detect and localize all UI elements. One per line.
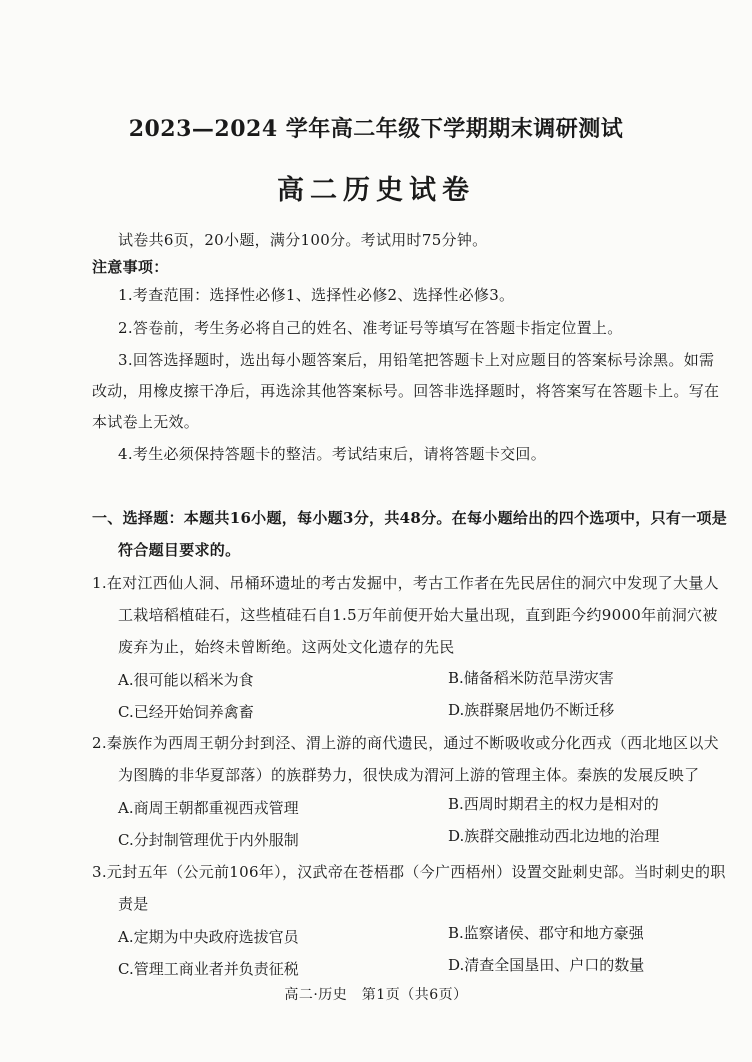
question-3-text: 责是 [118,895,149,913]
exam-title: 2023—2024 学年高二年级下学期期末调研测试 [128,116,624,142]
exam-intro: 试卷共6页，20小题，满分100分。考试用时75分钟。 [118,231,488,249]
note-item: 3.回答选择题时，选出每小题答案后，用铅笔把答题卡上对应题目的答案标号涂黑。如需 [118,351,715,369]
question-2-option-d: D.族群交融推动西北边地的治理 [448,827,660,845]
note-item: 改动，用橡皮擦干净后，再选涂其他答案标号。回答非选择题时，将答案写在答题卡上。写在 [92,382,720,400]
notes-heading: 注意事项： [92,258,169,276]
question-3-option-c: C.管理工商业者并负责征税 [118,960,299,978]
question-2-option-a: A.商周王朝都重视西戎管理 [118,799,299,817]
question-1-text: 工栽培稻植硅石，这些植硅石自1.5万年前便开始大量出现，直到距今约9000年前洞穴被 [118,606,718,624]
question-1-option-c: C.已经开始饲养禽畜 [118,703,254,721]
note-item: 本试卷上无效。 [92,413,200,431]
question-2-option-b: B.西周时期君主的权力是相对的 [448,795,659,813]
question-1-option-a: A.很可能以稻米为食 [118,671,254,689]
question-3-option-d: D.清查全国垦田、户口的数量 [448,956,645,974]
page-footer: 高二·历史 第1页（共6页） [284,987,468,1003]
question-3-text: 3.元封五年（公元前106年），汉武帝在苍梧郡（今广西梧州）设置交趾刺史部。当时刺史的职 [92,863,726,881]
question-1-option-b: B.储备稻米防范旱涝灾害 [448,669,614,687]
section-heading: 一、选择题：本题共16小题，每小题3分，共48分。在每小题给出的四个选项中，只有一项是 [92,509,728,527]
question-1-option-d: D.族群聚居地仍不断迁移 [448,701,615,719]
note-item: 2.答卷前，考生务必将自己的姓名、准考证号等填写在答题卡指定位置上。 [118,319,623,337]
question-2-text: 为图腾的非华夏部落）的族群势力，很快成为渭河上游的管理主体。秦族的发展反映了 [118,766,700,784]
question-2-text: 2.秦族作为西周王朝分封到泾、渭上游的商代遗民，通过不断吸收或分化西戎（西北地区以犬 [92,734,719,752]
question-3-option-b: B.监察诸侯、郡守和地方豪强 [448,924,644,942]
exam-subtitle: 高二历史试卷 [277,175,475,206]
note-item: 1.考查范围：选择性必修1、选择性必修2、选择性必修3。 [118,286,515,304]
note-item: 4.考生必须保持答题卡的整洁。考试结束后，请将答题卡交回。 [118,445,547,463]
section-heading-cont: 符合题目要求的。 [118,541,241,559]
question-3-option-a: A.定期为中央政府选拔官员 [118,928,299,946]
question-2-option-c: C.分封制管理优于内外服制 [118,831,299,849]
question-1-text: 1.在对江西仙人洞、吊桶环遗址的考古发掘中，考古工作者在先民居住的洞穴中发现了大量人 [92,574,719,592]
question-1-text: 废弃为止，始终未曾断绝。这两处文化遗存的先民 [118,638,455,656]
